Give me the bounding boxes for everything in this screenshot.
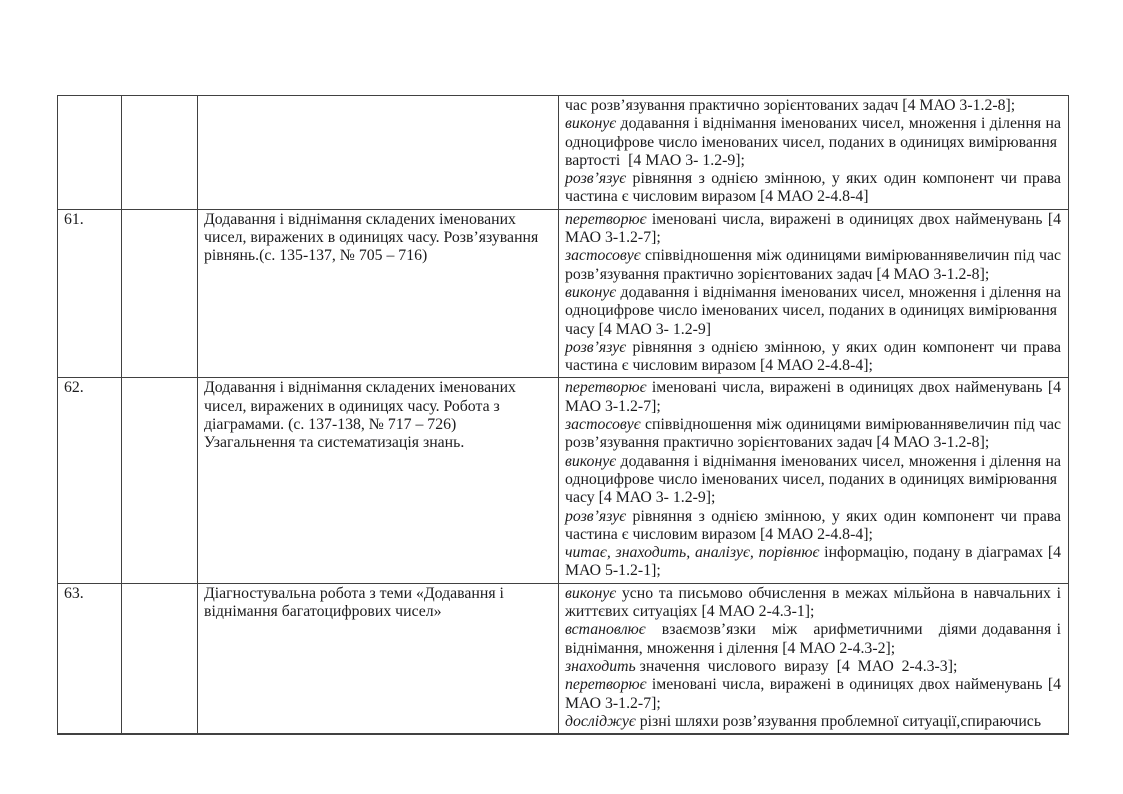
outcome-paragraph: перетворює іменовані числа, виражені в одиницях двох найменувань [4 МАО 3-1.2-7]; — [565, 676, 1061, 712]
date-cell — [122, 209, 198, 378]
outcome-paragraph: перетворює іменовані числа, виражені в одиницях двох найменувань [4 МАО 3-1.2-7]; — [565, 379, 1061, 415]
table-row — [58, 378, 1069, 583]
outcome-paragraph: застосовує співвідношення між одиницями вимірюваннявеличин під час розв’язування практично зорієнтованих задач [4 МАО 3-1.2-8]; — [565, 247, 1061, 283]
outcome-verb: перетворює — [565, 210, 647, 228]
outcomes-cell — [559, 378, 1069, 583]
outcome-paragraph: встановлює взаємозв’язки між арифметичними діями додавання і віднімання, множення і ділення [4 МАО 2-4.3-2]; — [565, 621, 1061, 657]
outcomes-cell — [559, 209, 1069, 378]
lesson-number-cell: 63. — [58, 583, 122, 734]
outcome-verb: виконує — [565, 115, 617, 133]
outcome-paragraph: виконує усно та письмово обчислення в межах мільйона в навчальних і життєвих ситуаціях [4 МАО 2-4.3-1]; — [565, 584, 1061, 621]
outcome-verb: знаходить — [565, 657, 636, 675]
outcome-verb: виконує — [565, 452, 617, 470]
outcome-paragraph: розв’язує рівняння з однією змінною, у яких один компонент чи права частина є числовим виразом [4 МАО 2-4.8-4]; — [565, 507, 1061, 543]
outcome-paragraph: виконує додавання і віднімання іменованих чисел, множення і ділення на одноцифрове число іменованих чисел, поданих в одиницях вимірювання часу [4 МАО 3- 1.2-9] — [565, 283, 1061, 338]
curriculum-table — [57, 95, 1069, 735]
outcome-paragraph: виконує додавання і віднімання іменованих чисел, множення і ділення на одноцифрове число іменованих чисел, поданих в одиницях вимірювання часу [4 МАО 3- 1.2-9]; — [565, 452, 1061, 507]
outcome-paragraph: час розв’язування практично зорієнтованих задач [4 МАО 3-1.2-8]; — [565, 97, 1016, 114]
outcome-verb: встановлює — [565, 621, 646, 639]
date-cell — [122, 378, 198, 583]
outcome-paragraph: виконує додавання і віднімання іменованих чисел, множення і ділення на одноцифрове число іменованих чисел, поданих в одиницях вимірювання вартості [4 МАО 3- 1.2-9]; — [565, 115, 1061, 169]
topic-cell — [198, 209, 559, 378]
outcomes-cell — [559, 583, 1069, 734]
outcome-verb: перетворює — [565, 379, 647, 397]
outcome-verb: розв’язує — [565, 338, 627, 356]
outcome-paragraph: читає, знаходить, аналізує, порівнює інформацію, подану в діаграмах [4 МАО 5-1.2-1]; — [565, 544, 1061, 580]
curriculum-table-body — [58, 96, 1069, 735]
outcome-paragraph: розв’язує рівняння з однією змінною, у яких один компонент чи права частина є числовим виразом [4 МАО 2-4.8-4] — [565, 170, 1061, 206]
outcome-verb: виконує — [565, 283, 617, 301]
outcome-verb: читає, знаходить, аналізує, порівнює — [565, 544, 820, 562]
outcome-verb: застосовує — [565, 247, 641, 265]
topic-paragraph: Узагальнення та систематизація знань. — [204, 434, 465, 452]
topic-cell — [198, 583, 559, 734]
outcome-verb: перетворює — [565, 676, 647, 694]
outcome-verb: розв’язує — [565, 170, 627, 188]
topic-paragraph: Додавання і віднімання складених іменованих чисел, виражених в одиницях часу. Робота з діаграмами. (с. 137-138, № 717 – 726) — [204, 379, 516, 434]
outcome-verb: застосовує — [565, 416, 641, 434]
lesson-number-cell: 61. — [58, 209, 122, 378]
date-cell — [122, 96, 198, 210]
outcome-paragraph: перетворює іменовані числа, виражені в одиницях двох найменувань [4 МАО 3-1.2-7]; — [565, 210, 1061, 247]
topic-cell — [198, 96, 559, 210]
outcome-paragraph: розв’язує рівняння з однією змінною, у яких один компонент чи права частина є числовим виразом [4 МАО 2-4.8-4]; — [565, 338, 1061, 375]
topic-cell — [198, 378, 559, 583]
outcome-verb: виконує — [565, 584, 617, 602]
outcomes-cell — [559, 96, 1069, 210]
table-row — [58, 583, 1069, 734]
date-cell — [122, 583, 198, 734]
outcome-paragraph: застосовує співвідношення між одиницями вимірюваннявеличин під час розв’язування практично зорієнтованих задач [4 МАО 3-1.2-8]; — [565, 416, 1061, 452]
table-row — [58, 209, 1069, 378]
outcome-verb: досліджує — [565, 712, 636, 730]
table-row — [58, 96, 1069, 210]
outcome-paragraph: знаходить значення числового виразу [4 МАО 2-4.3-3]; — [565, 657, 958, 675]
outcome-verb: розв’язує — [565, 507, 627, 525]
lesson-number-cell — [58, 96, 122, 210]
outcome-paragraph: досліджує різні шляхи розв’язування проблемної ситуації,спираючись — [565, 712, 1042, 730]
topic-paragraph: Додавання і віднімання складених іменованих чисел, виражених в одиницях часу. Розв’язування рівнянь.(с. 135-137, № 705 – 716) — [204, 210, 539, 265]
lesson-number-cell: 62. — [58, 378, 122, 583]
topic-paragraph: Діагностувальна робота з теми «Додавання і віднімання багатоцифрових чисел» — [204, 584, 504, 621]
